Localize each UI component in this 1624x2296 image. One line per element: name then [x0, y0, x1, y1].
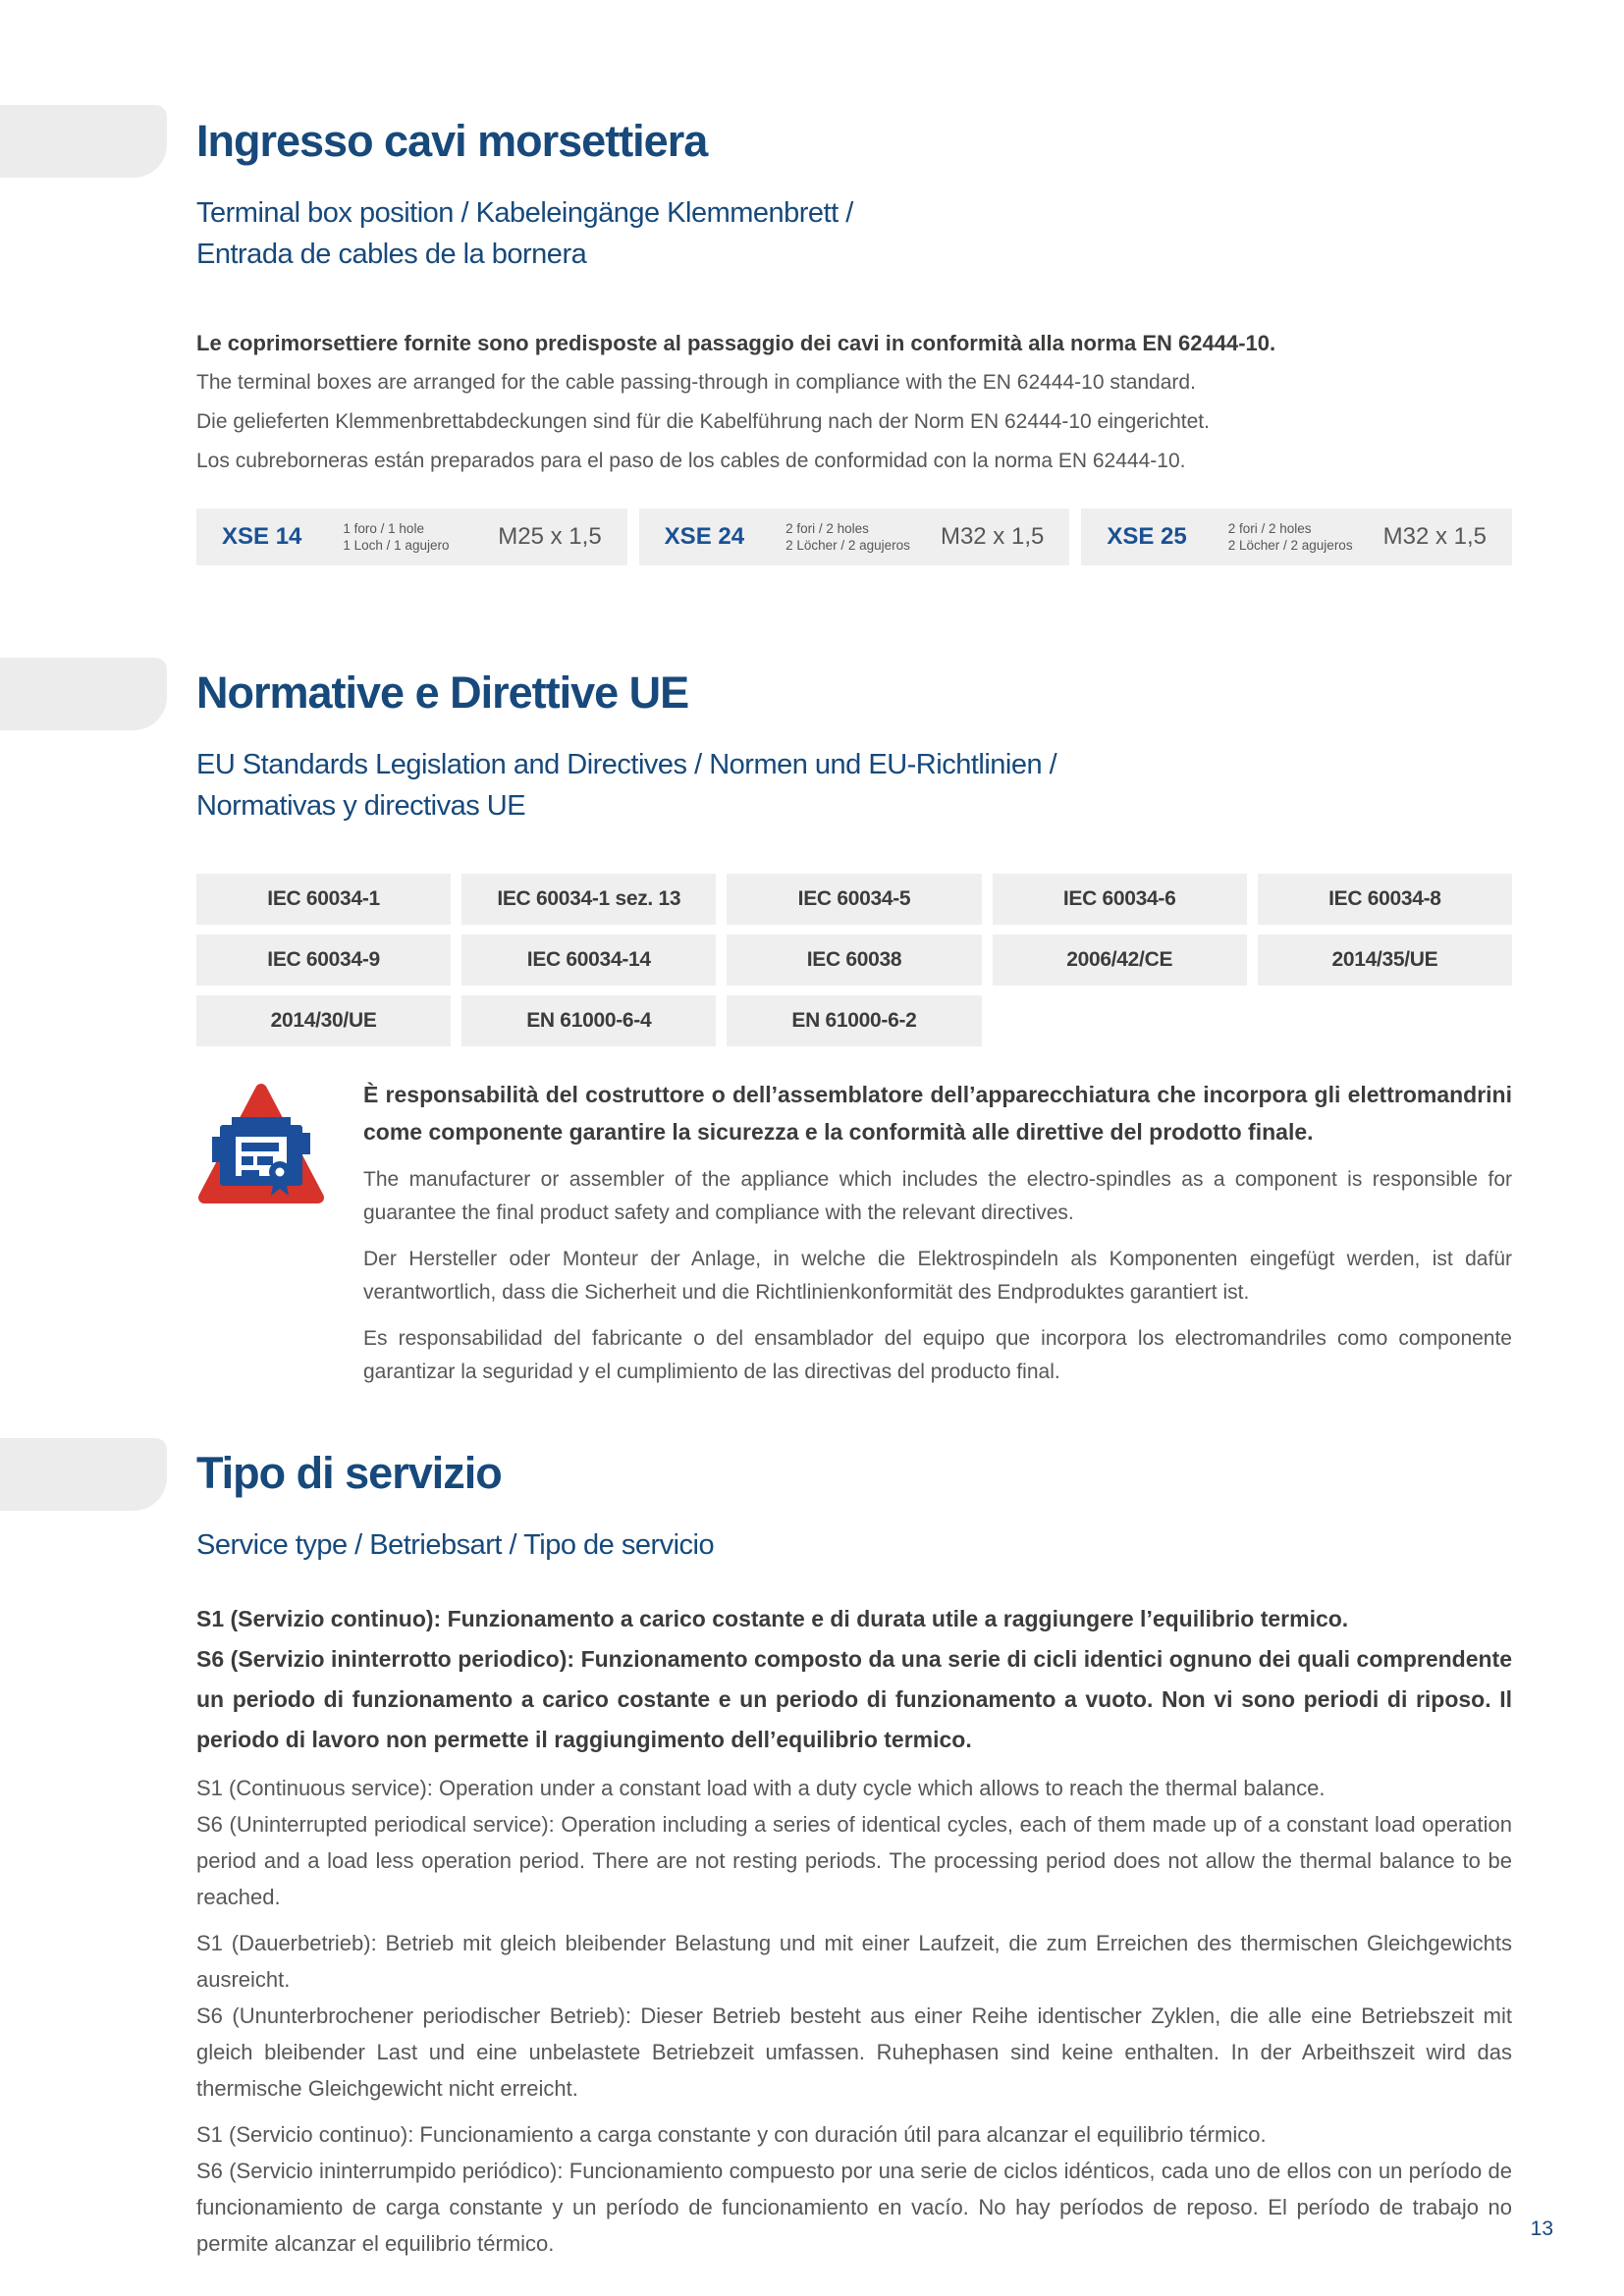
terminal-box-models-table	[196, 508, 1512, 565]
s1-spanish: S1 (Servicio continuo): Funcionamiento a carga constante y con duración útil para alcanzar el equilibrio térmico.	[196, 2122, 1267, 2147]
subtitle-line: Entrada de cables de la bornera	[196, 239, 587, 270]
holes-line: 1 foro / 1 hole	[343, 521, 424, 536]
s1-italian: S1 (Servizio continuo): Funzionamento a carico costante e di durata utile a raggiungere l’equilibrio termico.	[196, 1606, 1349, 1631]
model-thread: M32 x 1,5	[1382, 523, 1488, 550]
standard-cell: IEC 60034-14	[461, 934, 716, 986]
model-thread: M25 x 1,5	[498, 523, 602, 550]
section-index-tab	[0, 1438, 167, 1511]
standard-cell: EN 61000-6-2	[727, 995, 981, 1046]
note-italian: È responsabilità del costruttore o dell’assemblatore dell’apparecchiatura che incorpora gli elettromandrini come componente garantire la sicurezza e la conformità alle direttive del prodotto finale.	[363, 1082, 1512, 1145]
s6-italian: S6 (Servizio ininterrotto periodico): Funzionamento composto da una serie di cicli identici ognuno dei quali comprendente un periodo di funzionamento a carico costante e un periodo di funzionamento a vuoto. Non vi sono periodi di riposo. Il periodo di lavoro non permette il raggiungimento dell’equilibrio termico.	[196, 1646, 1512, 1752]
holes-line: 2 fori / 2 holes	[1227, 521, 1312, 536]
section-eu-standards	[196, 565, 1512, 1389]
section-subtitle	[196, 744, 1512, 827]
section-index-tab	[0, 105, 167, 178]
note-english: The manufacturer or assembler of the appliance which includes the electro-spindles as a component is responsible for guarantee the final product safety and compliance with the relevant directives.	[363, 1168, 1512, 1224]
responsibility-note-text	[363, 1076, 1512, 1389]
section-subtitle	[196, 1524, 1512, 1566]
model-holes	[758, 520, 910, 554]
model-holes	[315, 520, 449, 554]
s6-german: S6 (Ununterbrochener periodischer Betrieb): Dieser Betrieb besteht aus einer Reihe identischer Zyklen, die alle eine Betriebszeit mit gleich bleibender Last und eine unbelastete Betriebzeit umfassen. Ruhephasen sind keine enthalten. In der Arbeithszeit wird das thermische Gleichgewicht nicht erreicht.	[196, 2003, 1512, 2101]
page-number: 13	[1530, 2217, 1553, 2240]
holes-line: 2 fori / 2 holes	[785, 521, 869, 536]
model-code: XSE 14	[222, 523, 302, 550]
subtitle-line: Terminal box position / Kabeleingänge Klemmenbrett /	[196, 197, 853, 229]
section-title: Normative e Direttive UE	[196, 667, 689, 718]
section-subtitle	[196, 192, 1512, 275]
holes-line: 1 Loch / 1 agujero	[343, 538, 450, 553]
standard-cell: IEC 60038	[727, 934, 981, 986]
intro-english: The terminal boxes are arranged for the cable passing-through in compliance with the EN 62444-10 standard.	[196, 371, 1196, 394]
s1-german: S1 (Dauerbetrieb): Betrieb mit gleich bleibender Belastung und mit einer Laufzeit, die zum Erreichen des thermischen Gleichgewichts ausreicht.	[196, 1931, 1512, 1992]
section-index-tab	[0, 658, 167, 730]
intro-paragraphs	[196, 324, 1512, 481]
model-cell-xse25	[1081, 508, 1512, 565]
s1-english: S1 (Continuous service): Operation under a constant load with a duty cycle which allows to reach the thermal balance.	[196, 1776, 1326, 1800]
standard-cell: 2014/35/UE	[1258, 934, 1512, 986]
subtitle-line: Normativas y directivas UE	[196, 790, 526, 822]
responsibility-note	[196, 1076, 1512, 1389]
intro-german: Die gelieferten Klemmenbrettabdeckungen sind für die Kabelführung nach der Norm EN 62444-10 eingerichtet.	[196, 410, 1210, 433]
standard-cell: IEC 60034-6	[993, 874, 1247, 925]
model-thread: M32 x 1,5	[940, 523, 1045, 550]
service-paragraphs	[196, 1599, 1512, 2262]
note-german: Der Hersteller oder Monteur der Anlage, in welche die Elektrospindeln als Komponenten eingefügt werden, ist dafür verantwortlich, dass die Sicherheit und die Richtlinienkonformität des Endproduktes garantiert ist.	[363, 1248, 1512, 1304]
subtitle-line: EU Standards Legislation and Directives / Normen und EU-Richtlinien /	[196, 749, 1057, 780]
standard-cell: 2014/30/UE	[196, 995, 451, 1046]
standard-cell: IEC 60034-8	[1258, 874, 1512, 925]
model-code: XSE 25	[1107, 523, 1187, 550]
holes-line: 2 Löcher / 2 agujeros	[1227, 538, 1353, 553]
standard-cell: 2006/42/CE	[993, 934, 1247, 986]
intro-spanish: Los cubreborneras están preparados para el paso de los cables de conformidad con la norma EN 62444-10.	[196, 450, 1186, 472]
section-service-type	[196, 1389, 1512, 2262]
note-spanish: Es responsabilidad del fabricante o del ensamblador del equipo que incorpora los electromandriles como componente garantizar la seguridad y el cumplimiento de las directivas del producto final.	[363, 1327, 1512, 1383]
section-title: Tipo di servizio	[196, 1448, 502, 1498]
holes-line: 2 Löcher / 2 agujeros	[785, 538, 910, 553]
section-terminal-box	[196, 0, 1512, 565]
intro-italian: Le coprimorsettiere fornite sono predisposte al passaggio dei cavi in conformità alla norma EN 62444-10.	[196, 331, 1276, 355]
standard-cell: IEC 60034-5	[727, 874, 981, 925]
section-title: Ingresso cavi morsettiera	[196, 116, 708, 166]
standard-cell: IEC 60034-1	[196, 874, 451, 925]
model-holes	[1201, 520, 1353, 554]
model-code: XSE 24	[664, 523, 745, 550]
service-english-group	[196, 1770, 1512, 1915]
service-italian-group	[196, 1599, 1512, 1760]
s6-spanish: S6 (Servicio ininterrumpido periódico): Funcionamiento compuesto por una serie de ciclos idénticos, cada uno de ellos con un período de funcionamiento de carga constante y un período de funcionamiento en vacío. No hay períodos de reposo. El período de trabajo no permite alcanzar el equilibrio térmico.	[196, 2159, 1512, 2256]
page-content	[196, 0, 1512, 2262]
service-spanish-group	[196, 2116, 1512, 2262]
model-cell-xse14	[196, 508, 627, 565]
certificate-warning-icon	[196, 1080, 326, 1209]
model-cell-xse24	[639, 508, 1070, 565]
standards-grid	[196, 874, 1512, 1046]
service-german-group	[196, 1925, 1512, 2107]
subtitle-line: Service type / Betriebsart / Tipo de servicio	[196, 1529, 715, 1561]
standard-cell: IEC 60034-1 sez. 13	[461, 874, 716, 925]
s6-english: S6 (Uninterrupted periodical service): Operation including a series of identical cycles, each of them made up of a constant load operation period and a load less operation period. There are not resting periods. The processing period does not allow the thermal balance to be reached.	[196, 1812, 1512, 1909]
standard-cell: EN 61000-6-4	[461, 995, 716, 1046]
standard-cell: IEC 60034-9	[196, 934, 451, 986]
